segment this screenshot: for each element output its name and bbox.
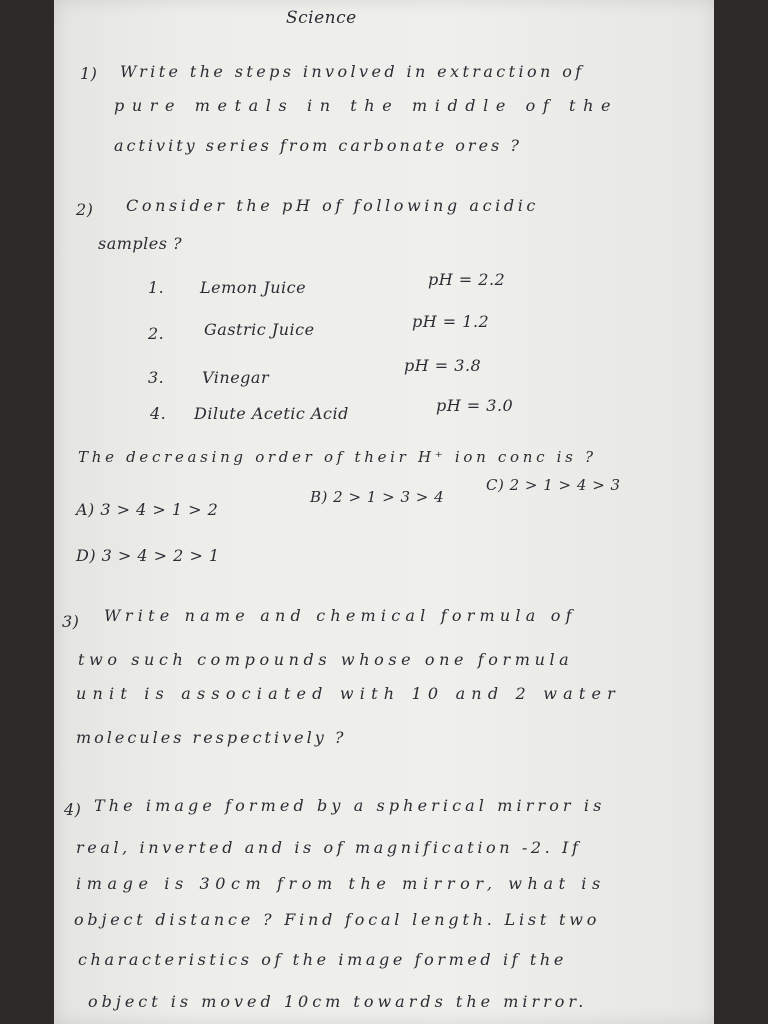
question-1-number: 1) [80,64,98,83]
question-3-line-3: unit is associated with 10 and 2 water [76,684,621,703]
option-d: D) 3 > 4 > 2 > 1 [76,546,220,565]
question-4-line-6: object is moved 10cm towards the mirror. [88,992,588,1011]
question-4-line-5: characteristics of the image formed if the [78,950,567,969]
question-3-line-1: Write name and chemical formula of [104,606,577,625]
question-1-line-3: activity series from carbonate ores ? [114,136,522,155]
sample-4-ph: pH = 3.0 [436,396,514,415]
sample-4-name: Dilute Acetic Acid [194,404,349,423]
question-4-line-3: image is 30cm from the mirror, what is [76,874,606,893]
question-4-line-1: The image formed by a spherical mirror is [94,796,606,815]
option-b: B) 2 > 1 > 3 > 4 [310,488,445,506]
question-2-line-1: Consider the pH of following acidic [126,196,539,215]
sample-4-number: 4. [150,404,167,423]
question-3-line-4: molecules respectively ? [76,728,347,747]
sample-1-ph: pH = 2.2 [428,270,506,289]
sample-1-number: 1. [148,278,165,297]
page-title: Science [286,8,357,28]
sample-2-number: 2. [148,324,165,343]
question-4-line-2: real, inverted and is of magnification -2. If [76,838,582,857]
sample-3-name: Vinegar [202,368,270,387]
question-3-line-2: two such compounds whose one formula [78,650,574,669]
option-a: A) 3 > 4 > 1 > 2 [76,500,219,519]
sample-1-name: Lemon Juice [200,278,307,297]
question-2-number: 2) [76,200,94,219]
question-4-line-4: object distance ? Find focal length. List two [74,910,601,929]
sample-2-ph: pH = 1.2 [412,312,490,331]
question-2-prompt: The decreasing order of their H⁺ ion conc is ? [78,448,597,466]
question-1-line-1: Write the steps involved in extraction of [120,62,585,81]
question-4-number: 4) [64,800,82,819]
question-3-number: 3) [62,612,80,631]
sample-3-number: 3. [148,368,165,387]
notebook-page [54,0,714,1024]
option-c: C) 2 > 1 > 4 > 3 [486,476,621,494]
question-2-line-2: samples ? [98,234,183,253]
sample-3-ph: pH = 3.8 [404,356,482,375]
question-1-line-2: pure metals in the middle of the [114,96,619,115]
sample-2-name: Gastric Juice [204,320,315,339]
